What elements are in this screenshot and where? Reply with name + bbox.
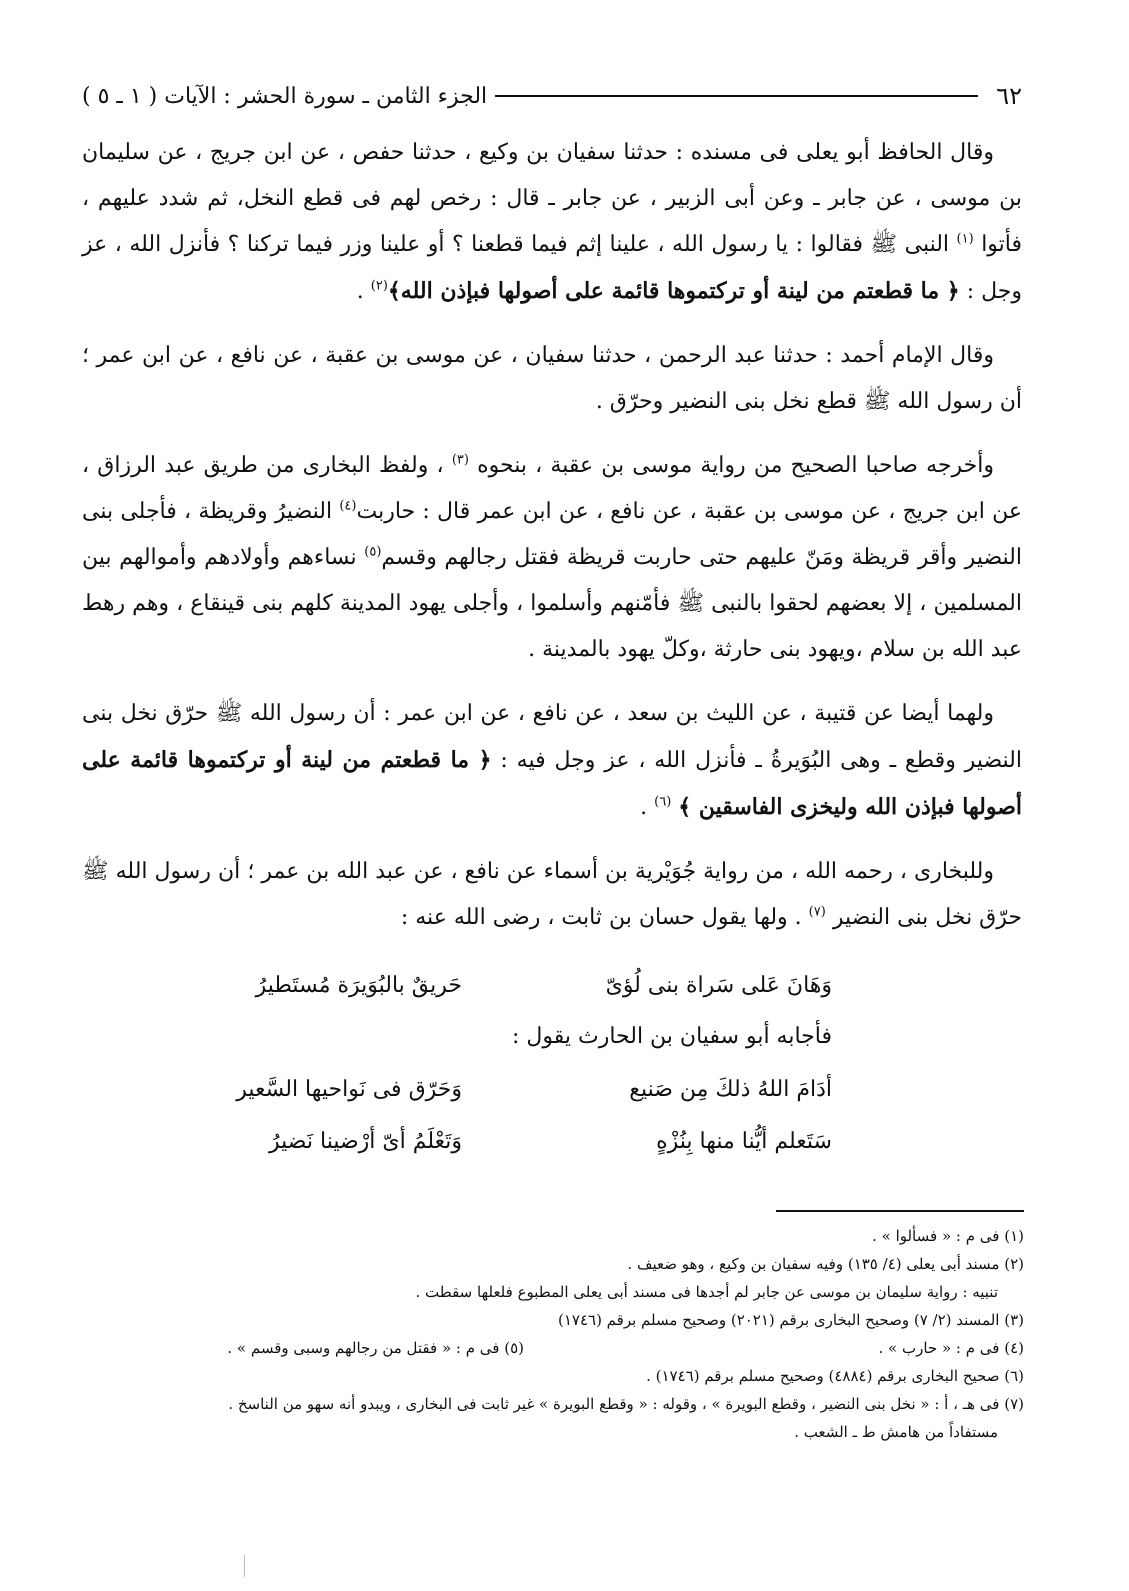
footnote: (٤) فى م : « حارب » . (878, 1339, 1024, 1357)
footnote-ref: (٦) (654, 794, 672, 810)
poem-intro: فأجابه أبو سفيان بن الحارث يقول : (512, 1024, 832, 1049)
text-run: ، ولفظ البخارى من طريق عبد الرزاق ، عن ابن جريج ، عن موسى بن عقبة ، عن نافع ، عن ابن عمر قال : حاربت (82, 453, 1022, 524)
footnote: (٦) صحيح البخارى برقم (٤٨٨٤) وصحيح مسلم برقم (١٧٤٦) . (646, 1367, 1024, 1385)
paragraph (82, 130, 1022, 315)
text-run: . ولها يقول حسان بن ثابت ، رضى الله عنه : (400, 905, 802, 930)
text-run: نساءهم وأولادهم وأموالهم بين المسلمين ، إلا بعضهم لحقوا بالنبى ﷺ فأمّنهم وأسلموا ، وأجلى يهود المدينة كلهم بنى قينقاع ، وهم رهط عبد الله بن سلام ،ويهود بنى حارثة ،وكلّ يهود بالمدينة . (82, 545, 1022, 662)
poem-verse (82, 1063, 1022, 1115)
verse-second-hemistich: حَريقٌ بالبُوَيرَة مُستَطيرُ (255, 972, 462, 998)
footnote: (٧) فى هـ ، أ : « نخل بنى النضير ، وقطع البويرة » ، وقوله : « وقطع البويرة » غير ثابت فى البخارى ، ويبدو أنه سهو من الناسخ . (228, 1395, 1024, 1413)
text-run: . (640, 795, 648, 820)
page-header (82, 70, 1022, 122)
footnote-ref: (٧) (808, 904, 826, 920)
verse-first-hemistich: سَتَعلم أيُّنا منها بِنُزْهٍ (656, 1128, 832, 1154)
book-page (82, 70, 1022, 1167)
text-run: النبى ﷺ فقالوا : يا رسول الله ، علينا إثم فيما قطعنا ؟ أو علينا وزر فيما تركنا ؟ فأنزل الله ، عز وجل : (82, 232, 1022, 304)
text-run: ولهما أيضا عن قتيبة ، عن الليث بن سعد ، عن نافع ، عن ابن عمر : أن رسول الله ﷺ حرّق نخل بنى النضير وقطع ـ وهى البُوَيرةُ ـ فأنزل الله ، عز وجل فيه : (82, 701, 1022, 773)
footnote-note: تنبيه : رواية سليمان بن موسى عن جابر لم أجدها فى مسند أبى يعلى المطبوع فلعلها سقطت . (415, 1283, 998, 1301)
scan-mark (244, 1555, 246, 1577)
paragraph (82, 691, 1022, 831)
verse-second-hemistich: وَحَرّق فى نَواحيها السَّعير (236, 1076, 462, 1102)
footnotes (94, 1222, 1024, 1446)
footnote-ref: (١) (956, 231, 974, 247)
header-rule (495, 95, 978, 97)
text-run: النضيرُ وقريظة ، فأجلى بنى النضير وأقر قريظة ومَنّ عليهم حتى حاربت قريظة فقتل رجالهم وقسم (82, 499, 1022, 570)
paragraph: وقال الإمام أحمد : حدثنا عبد الرحمن ، حدثنا سفيان ، عن موسى بن عقبة ، عن نافع ، عن ابن عمر ؛ أن رسول الله ﷺ قطع نخل بنى النضير وحرّق . (82, 343, 1022, 414)
text-run: . (356, 279, 364, 304)
poem-verse (82, 1115, 1022, 1167)
text-run: وقال الحافظ أبو يعلى فى مسنده : حدثنا سفيان بن وكيع ، حدثنا حفص ، عن ابن جريج ، عن سليمان بن موسى ، عن جابر ـ وعن أبى الزبير ، عن جابر ـ قال : رخص لهم فى قطع النخل، ثم شدد عليهم ، فأتوا (82, 140, 1023, 257)
quran-quote: ﴿ ما قطعتم من لينة أو تركتموها قائمة على أصولها فبإذن الله وليخزى الفاسقين ﴾ (82, 747, 1022, 820)
footnote: (٢) مسند أبى يعلى (٤/ ١٣٥) وفيه سفيان بن وكيع ، وهو ضعيف . (627, 1255, 1024, 1273)
footnote-ref: (٥) (364, 544, 382, 560)
verse-second-hemistich: وَتَعْلَمُ أىّ أرْضينا نَضيرُ (269, 1128, 462, 1154)
page-number: ٦٢ (996, 82, 1022, 110)
text-run: وأخرجه صاحبا الصحيح من رواية موسى بن عقبة ، بنحوه (477, 453, 994, 478)
verse-first-hemistich: أدَامَ اللهُ ذلكَ مِن صَنيع (629, 1076, 832, 1102)
main-text (82, 130, 1022, 941)
footnote-ref: (٢) (370, 278, 388, 294)
footnote-ref: (٤) (339, 498, 357, 514)
paragraph (82, 849, 1022, 941)
quran-quote: ﴿ ما قطعتم من لينة أو تركتموها قائمة على أصولها فبإذن الله﴾ (387, 278, 960, 304)
footnote-row (94, 1334, 1024, 1362)
footnote-ref: (٣) (451, 452, 469, 468)
poem (82, 959, 1022, 1167)
paragraph (82, 443, 1022, 673)
footnote: (١) فى م : « فسألوا » . (872, 1227, 1024, 1245)
footnote-note: مستفاداً من هامش ط ـ الشعب . (794, 1423, 998, 1441)
footnote: (٥) فى م : « فقتل من رجالهم وسبى وقسم » . (227, 1339, 524, 1357)
text-run: وللبخارى ، رحمه الله ، من رواية جُوَيْرية بن أسماء عن نافع ، عن عبد الله بن عمر ؛ أن رسول الله ﷺ حرّق نخل بنى النضير (82, 859, 1022, 930)
poem-verse (82, 959, 1022, 1011)
footnotes-separator (776, 1210, 1024, 1212)
footnote: (٣) المسند (٢/ ٧) وصحيح البخارى برقم (٢٠٢١) وصحيح مسلم برقم (١٧٤٦) (557, 1311, 1024, 1329)
running-title: الجزء الثامن ـ سورة الحشر : الآيات ( ١ ـ ٥ ) (82, 83, 488, 109)
verse-first-hemistich: وَهَانَ عَلى سَراة بنى لُؤىّ (605, 972, 832, 998)
